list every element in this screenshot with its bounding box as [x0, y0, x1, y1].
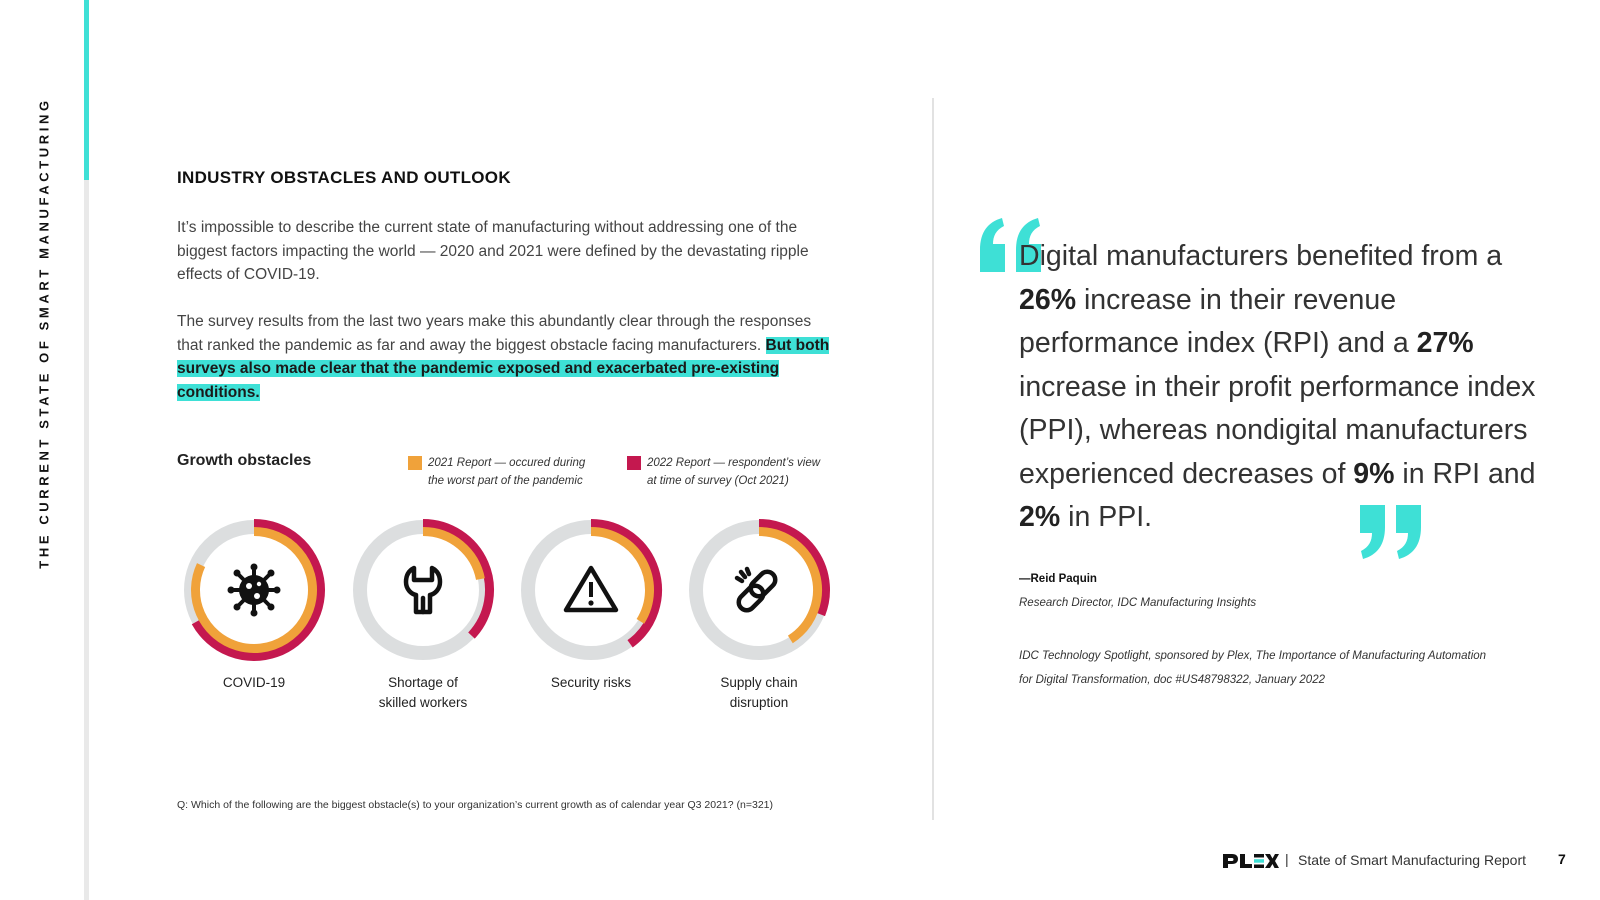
category-label-line: disruption [729, 694, 789, 710]
category-label-covid [179, 673, 329, 693]
quote-text: Digital manufacturers benefited from a [1019, 240, 1503, 272]
quote-text: increase in their profit performance index (PPI), whereas nondigital manufacturers experienced decreases of [1019, 370, 1536, 490]
quote-figure: 9% [1353, 457, 1395, 490]
donut-svg [351, 518, 495, 662]
legend-item-2021 [428, 454, 585, 490]
legend-swatch-2022 [627, 456, 641, 470]
highlighted-text: But both surveys also made clear that the pandemic exposed and exacerbated pre-existing conditions. [177, 336, 830, 401]
footer-report-title: State of Smart Manufacturing Report [1298, 852, 1526, 868]
quote-text: in PPI. [1060, 501, 1153, 533]
quote-figure: 2% [1019, 501, 1061, 533]
plex-logo [1223, 853, 1279, 869]
survey-footnote: Q: Which of the following are the biggest obstacle(s) to your organization’s current growth as of calendar year Q3 2021? (n=321) [177, 799, 774, 811]
category-label-skilled-workers [348, 673, 498, 712]
category-label-security [516, 673, 666, 693]
footer-separator: | [1285, 851, 1289, 867]
legend-swatch-2021 [408, 456, 422, 470]
page-number: 7 [1558, 851, 1566, 867]
intro-paragraph: It’s impossible to describe the current state of manufacturing without addressing one of the biggest factors impacting the world — 2020 and 2021 were defined by the devastating ripple effects of COVID-19. [177, 219, 809, 283]
legend-label-line: 2021 Report — occured during [428, 457, 586, 469]
category-label-line: COVID-19 [222, 675, 286, 690]
broken-link-icon [735, 568, 778, 613]
legend-label-line: 2022 Report — respondent’s view [647, 457, 821, 469]
legend-label-line: at time of survey (Oct 2021) [647, 475, 789, 487]
quote-figure: 27% [1416, 327, 1474, 359]
quote-text: increase in their revenue performance index (RPI) and a [1019, 283, 1417, 359]
donut-svg [519, 518, 663, 662]
wrench-icon [406, 568, 440, 612]
source-citation: IDC Technology Spotlight, sponsored by Plex, The Importance of Manufacturing Automation for Digital Transformation, doc #US48798322, January 2022 [1019, 650, 1487, 686]
category-label-line: Shortage of [388, 675, 458, 690]
category-label-line: Security risks [550, 675, 632, 690]
warning-icon [566, 568, 616, 610]
progress-rail [84, 180, 89, 900]
column-divider [932, 98, 934, 820]
survey-paragraph-text: The survey results from the last two years make this abundantly clear through the responses that ranked the pandemic as far and away the biggest obstacle facing manufacturers. [177, 313, 812, 354]
quote-author-role: Research Director, IDC Manufacturing Insights [1019, 597, 1257, 609]
virus-icon [228, 564, 281, 617]
donut-chart-security-risks [519, 518, 663, 662]
close-quote-icon [1353, 503, 1423, 561]
category-label-line: Supply chain [720, 675, 798, 690]
section-title: INDUSTRY OBSTACLES AND OUTLOOK [177, 168, 511, 187]
donut-chart-supply-chain [687, 518, 831, 662]
legend-label-line: the worst part of the pandemic [428, 475, 583, 487]
category-label-line: skilled workers [378, 694, 468, 710]
quote-author: —Reid Paquin [1019, 573, 1097, 585]
survey-paragraph [177, 310, 837, 404]
progress-rail-active [84, 0, 89, 180]
pull-quote [1019, 235, 1539, 540]
donut-chart-covid [182, 518, 326, 662]
donut-svg [182, 518, 326, 662]
category-label-supply-chain [684, 673, 834, 712]
donut-chart-skilled-workers [351, 518, 495, 662]
quote-figure: 26% [1019, 283, 1077, 316]
chart-title: Growth obstacles [177, 452, 312, 469]
quote-text: in RPI and [1394, 457, 1536, 490]
vertical-section-title: THE CURRENT STATE OF SMART MANUFACTURING [36, 97, 52, 569]
legend-item-2022 [647, 454, 820, 490]
donut-svg [687, 518, 831, 662]
